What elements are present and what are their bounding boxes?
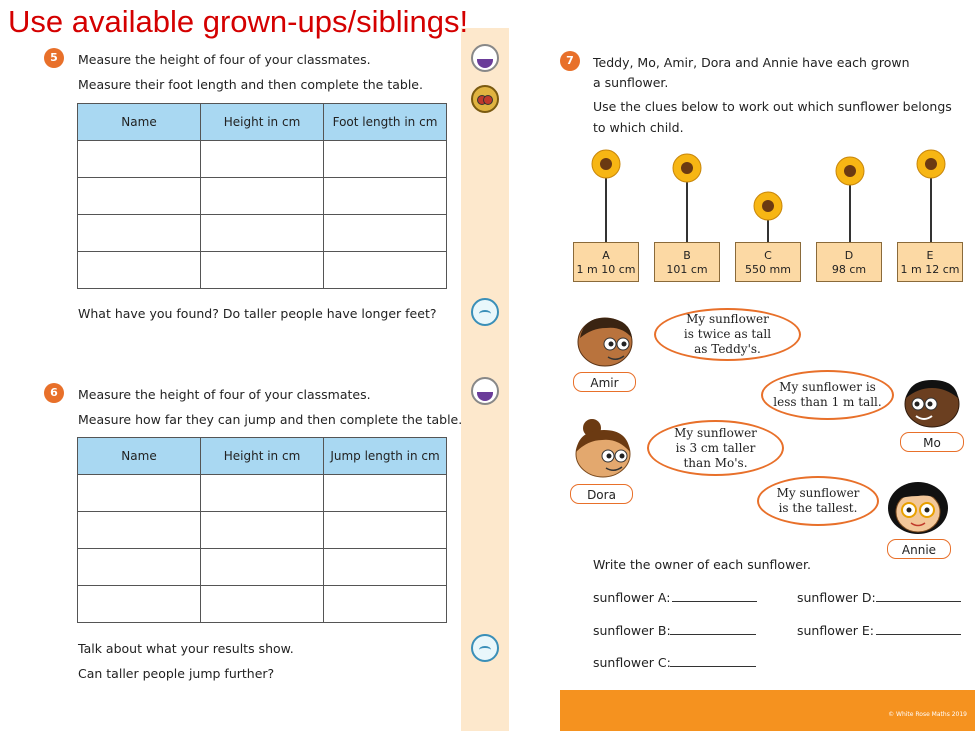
sunflower-b-label <box>654 242 720 282</box>
q5-header-name: Name <box>78 104 201 141</box>
dora-clue-3: than Mo's. <box>683 455 748 470</box>
dora-clue-2: is 3 cm taller <box>675 440 756 455</box>
sunflower-a-label <box>573 242 639 282</box>
q5-line2: Measure their foot length and then complete the table. <box>78 77 423 92</box>
table-cell[interactable] <box>78 549 201 586</box>
table-cell[interactable] <box>78 475 201 512</box>
q6-line2: Measure how far they can jump and then complete the table. <box>78 412 463 427</box>
annie-clue-2: is the tallest. <box>778 501 858 515</box>
ladybird-icon <box>471 85 499 113</box>
q7-line2: a sunflower. <box>593 75 669 90</box>
q7-line1: Teddy, Mo, Amir, Dora and Annie have each grown <box>593 55 910 70</box>
table-cell[interactable] <box>324 178 447 215</box>
banner-text: Use available grown-ups/siblings! <box>8 4 469 39</box>
table-cell[interactable] <box>201 549 324 586</box>
amir-face-icon <box>572 312 638 368</box>
answer-line-e[interactable] <box>876 634 961 635</box>
table-cell[interactable] <box>201 141 324 178</box>
table-cell[interactable] <box>78 512 201 549</box>
think-cloud-icon <box>471 377 499 405</box>
q6-header-name: Name <box>78 438 201 475</box>
question-6-badge: 6 <box>44 383 64 403</box>
annie-speech-bubble <box>757 476 879 526</box>
answer-label-b: sunflower B: <box>593 623 671 638</box>
sunflower-e-label <box>897 242 963 282</box>
sunflower-height: 550 mm <box>745 263 791 276</box>
q6-talk1: Talk about what your results show. <box>78 641 294 656</box>
table-cell[interactable] <box>201 252 324 289</box>
table-row <box>78 178 447 215</box>
amir-clue-1: My sunflower <box>686 312 769 326</box>
discuss-icon <box>471 298 499 326</box>
table-cell[interactable] <box>324 215 447 252</box>
sunflower-b-icon <box>671 152 703 242</box>
annie-clue-1: My sunflower <box>776 486 860 500</box>
sunflower-letter: C <box>764 249 772 262</box>
mo-clue-2: less than 1 m tall. <box>773 395 882 409</box>
table-cell[interactable] <box>201 512 324 549</box>
sunflower-letter: E <box>926 249 934 262</box>
q6-header-height: Height in cm <box>201 438 324 475</box>
table-cell[interactable] <box>324 586 447 623</box>
table-row <box>78 586 447 623</box>
mo-speech-bubble <box>761 370 894 420</box>
table-cell[interactable] <box>78 215 201 252</box>
table-cell[interactable] <box>324 512 447 549</box>
sunflower-a-icon <box>590 148 622 242</box>
q5-line1: Measure the height of four of your classmates. <box>78 52 371 67</box>
sunflower-letter: D <box>844 249 854 262</box>
sunflower-d-label <box>816 242 882 282</box>
table-row <box>78 141 447 178</box>
table-cell[interactable] <box>78 586 201 623</box>
table-cell[interactable] <box>201 215 324 252</box>
dora-speech-bubble <box>647 420 784 476</box>
annie-name-tag: Annie <box>887 539 951 559</box>
sunflower-d-icon <box>834 155 866 242</box>
copyright-text: © White Rose Maths 2019 <box>888 711 967 718</box>
q7-line3: Use the clues below to work out which sunflower belongs <box>593 99 952 114</box>
table-cell[interactable] <box>201 178 324 215</box>
q5-question: What have you found? Do taller people have longer feet? <box>78 306 437 321</box>
footer-bar <box>560 690 975 731</box>
q7-instruction: Write the owner of each sunflower. <box>593 557 811 572</box>
dora-name-tag: Dora <box>570 484 633 504</box>
table-row <box>78 252 447 289</box>
table-cell[interactable] <box>78 141 201 178</box>
discuss-icon <box>471 634 499 662</box>
question-5-badge: 5 <box>44 48 64 68</box>
answer-line-b[interactable] <box>670 634 756 635</box>
q5-table <box>77 103 447 289</box>
answer-line-c[interactable] <box>670 666 756 667</box>
mo-clue-1: My sunflower is <box>779 380 876 394</box>
dora-face-icon <box>570 418 636 480</box>
amir-speech-bubble <box>654 308 801 361</box>
table-row <box>78 475 447 512</box>
table-row <box>78 512 447 549</box>
q6-line1: Measure the height of four of your classmates. <box>78 387 371 402</box>
sunflower-height: 1 m 12 cm <box>900 263 960 276</box>
amir-name-tag: Amir <box>573 372 636 392</box>
amir-clue-2: is twice as tall <box>683 327 772 341</box>
sunflower-c-label <box>735 242 801 282</box>
sunflower-c-icon <box>752 190 784 242</box>
table-cell[interactable] <box>78 252 201 289</box>
answer-label-a: sunflower A: <box>593 590 671 605</box>
amir-clue-3: as Teddy's. <box>694 342 761 356</box>
sunflower-letter: A <box>602 249 610 262</box>
q6-table <box>77 437 447 623</box>
answer-line-d[interactable] <box>876 601 961 602</box>
q5-header-foot: Foot length in cm <box>324 104 447 141</box>
answer-label-c: sunflower C: <box>593 655 671 670</box>
q5-header-height: Height in cm <box>201 104 324 141</box>
mo-name-tag: Mo <box>900 432 964 452</box>
answer-label-d: sunflower D: <box>797 590 876 605</box>
sunflower-height: 101 cm <box>666 263 708 276</box>
sunflower-height: 1 m 10 cm <box>576 263 636 276</box>
table-row <box>78 549 447 586</box>
q7-line4: to which child. <box>593 120 684 135</box>
table-cell[interactable] <box>201 586 324 623</box>
q6-talk2: Can taller people jump further? <box>78 666 275 681</box>
table-cell[interactable] <box>324 549 447 586</box>
think-cloud-icon <box>471 44 499 72</box>
sunflower-letter: B <box>683 249 691 262</box>
dora-clue-1: My sunflower <box>674 425 757 440</box>
table-cell[interactable] <box>324 475 447 512</box>
sunflower-height: 98 cm <box>831 263 867 276</box>
mo-face-icon <box>900 376 964 428</box>
table-cell[interactable] <box>78 178 201 215</box>
annie-face-icon <box>883 478 953 536</box>
answer-label-e: sunflower E: <box>797 623 875 638</box>
table-cell[interactable] <box>324 252 447 289</box>
table-cell[interactable] <box>201 475 324 512</box>
q6-header-jump: Jump length in cm <box>324 438 447 475</box>
table-cell[interactable] <box>324 141 447 178</box>
question-7-badge: 7 <box>560 51 580 71</box>
answer-line-a[interactable] <box>672 601 757 602</box>
sunflower-e-icon <box>915 148 947 242</box>
table-row <box>78 215 447 252</box>
